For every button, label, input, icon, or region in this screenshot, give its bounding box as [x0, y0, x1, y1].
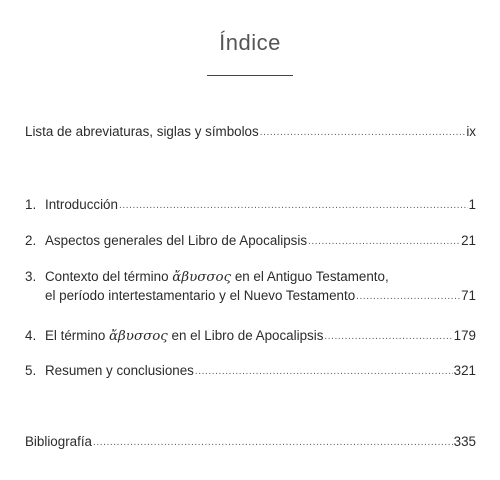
- toc-page-number: 335: [453, 434, 476, 449]
- toc-entry-label: Bibliografía: [25, 434, 92, 449]
- chapter-number: 1.: [25, 197, 37, 212]
- toc-entry-bibliography[interactable]: [25, 433, 476, 451]
- dot-leader: [119, 201, 468, 211]
- toc-entry-chapter-1[interactable]: [25, 196, 476, 214]
- chapter-number: 4.: [25, 328, 37, 343]
- chapter-number: 2.: [25, 233, 37, 248]
- toc-page-number: 321: [453, 363, 476, 378]
- toc-entry-label: [45, 327, 323, 346]
- toc-page-number: 1: [468, 197, 476, 212]
- greek-term: ἄβυσσος: [109, 329, 168, 344]
- dot-leader: [356, 292, 460, 302]
- toc-entry-label: Resumen y conclusiones: [45, 363, 194, 378]
- toc-entry-text-before: El término: [45, 328, 106, 343]
- page-title: Índice: [219, 30, 281, 55]
- toc-entry-text-after: en el Libro de Apocalipsis: [171, 328, 324, 343]
- toc-entry-label: Lista de abreviaturas, siglas y símbolos: [25, 124, 259, 139]
- toc-page-number: 179: [453, 328, 476, 343]
- dot-leader: [93, 438, 453, 448]
- toc-page-number: ix: [466, 124, 476, 139]
- toc-entry-label: Aspectos generales del Libro de Apocalipsis: [45, 233, 308, 248]
- chapter-number: 3.: [25, 269, 37, 284]
- toc-entry-label: [45, 268, 389, 287]
- greek-term: ἄβυσσος: [172, 270, 232, 285]
- dot-leader: [308, 237, 460, 247]
- toc-entry-label: Introducción: [45, 197, 118, 212]
- toc-entry-text-after: en el Antiguo Testamento,: [234, 269, 389, 284]
- toc-entry-chapter-2[interactable]: [25, 232, 476, 250]
- dot-leader: [260, 128, 466, 138]
- toc-entry-abbreviations[interactable]: [25, 123, 476, 141]
- title-underline: [207, 75, 293, 76]
- dot-leader: [324, 332, 452, 342]
- toc-entry-label-line2: el período intertestamentario y el Nuevo Testamento: [45, 288, 356, 303]
- toc-entry-chapter-4[interactable]: [25, 327, 476, 346]
- chapter-number: 5.: [25, 363, 37, 378]
- toc-entry-chapter-5[interactable]: [25, 362, 476, 380]
- toc-entry-text-before: Contexto del término: [45, 269, 169, 284]
- toc-page-number: 21: [461, 233, 476, 248]
- dot-leader: [195, 367, 453, 377]
- toc-page-number: 71: [461, 288, 476, 303]
- toc-entry-chapter-3[interactable]: [25, 268, 476, 305]
